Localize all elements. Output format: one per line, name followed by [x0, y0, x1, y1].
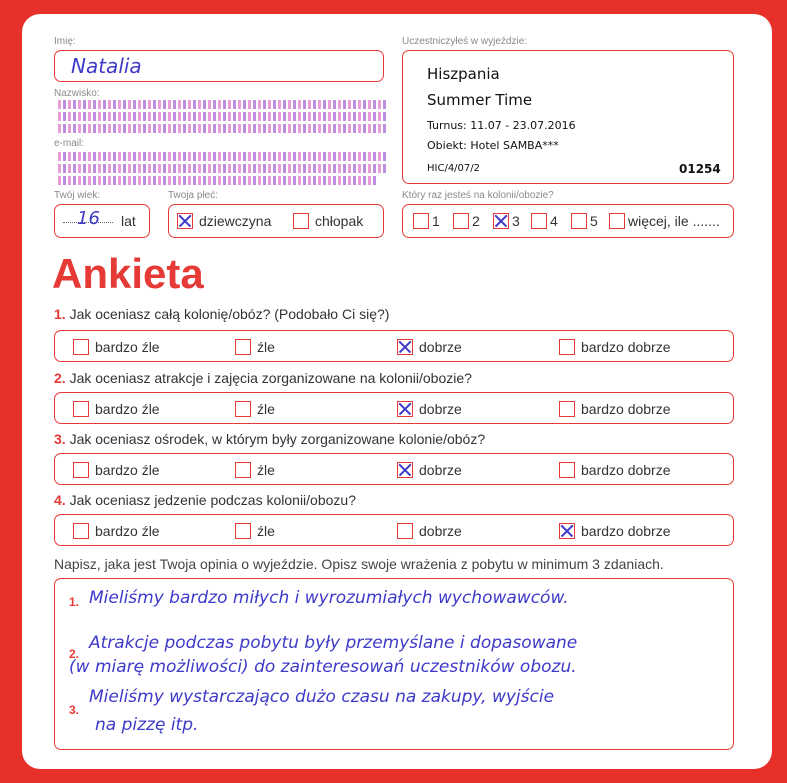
q4-option-dobrze[interactable]: dobrze: [397, 522, 462, 539]
question-4: 4. Jak oceniasz jedzenie podczas kolonii/obozu?: [54, 492, 356, 508]
trip-number: 01254: [679, 162, 721, 176]
times-option-more[interactable]: więcej, ile .......: [609, 212, 720, 229]
name-field[interactable]: [54, 50, 384, 82]
q4-option-bardzo-zle[interactable]: bardzo źle: [73, 522, 160, 539]
times-option-1[interactable]: 1: [413, 212, 440, 229]
trip-code: HIC/4/07/2: [427, 163, 481, 174]
q2-option-bardzo-dobrze[interactable]: bardzo dobrze: [559, 400, 671, 417]
email-label: e-mail:: [54, 138, 85, 149]
q3-option-bardzo-dobrze[interactable]: bardzo dobrze: [559, 461, 671, 478]
q2-option-zle[interactable]: źle: [235, 400, 275, 417]
trip-program: Summer Time: [427, 91, 533, 109]
age-field[interactable]: [54, 204, 150, 238]
times-field: [402, 204, 734, 238]
opinion-3-line-2: na pizzę itp.: [95, 715, 199, 735]
girl-checkbox[interactable]: [177, 213, 193, 229]
trip-destination: Hiszpania: [427, 65, 500, 83]
question-3: 3. Jak oceniasz ośrodek, w którym były zorganizowane kolonie/obóz?: [54, 431, 486, 447]
times-option-2[interactable]: 2: [453, 212, 480, 229]
trip-obiekt: Obiekt: Hotel SAMBA***: [427, 139, 559, 152]
q2-option-dobrze[interactable]: dobrze: [397, 400, 462, 417]
opinion-textarea[interactable]: [54, 578, 734, 750]
opinion-3-number: 3.: [69, 703, 80, 717]
opinion-1-number: 1.: [69, 595, 80, 609]
times-option-5[interactable]: 5: [571, 212, 598, 229]
opinion-2-line-1: Atrakcje podczas pobytu były przemyślane i dopasowane: [89, 633, 578, 653]
times-option-3[interactable]: 3: [493, 212, 520, 229]
age-value: 16: [77, 208, 100, 229]
boy-checkbox[interactable]: [293, 213, 309, 229]
name-label: Imię:: [54, 36, 76, 47]
q3-option-dobrze[interactable]: dobrze: [397, 461, 462, 478]
question-2-options: [54, 392, 734, 424]
times-label: Który raz jesteś na kolonii/obozie?: [402, 190, 554, 201]
q4-option-zle[interactable]: źle: [235, 522, 275, 539]
age-label: Twój wiek:: [54, 190, 101, 201]
q1-option-dobrze[interactable]: dobrze: [397, 338, 462, 355]
age-unit: lat: [121, 213, 136, 229]
q3-option-bardzo-zle[interactable]: bardzo źle: [73, 461, 160, 478]
question-2: 2. Jak oceniasz atrakcje i zajęcia zorganizowane na kolonii/obozie?: [54, 370, 472, 386]
gender-option-boy[interactable]: chłopak: [293, 212, 363, 229]
opinion-1-line-1: Mieliśmy bardzo miłych i wyrozumiałych wychowawców.: [89, 588, 569, 608]
opinion-2-number: 2.: [69, 647, 80, 661]
times-4-checkbox[interactable]: [531, 213, 547, 229]
gender-field: [168, 204, 384, 238]
times-1-checkbox[interactable]: [413, 213, 429, 229]
times-more-checkbox[interactable]: [609, 213, 625, 229]
trip-turnus: Turnus: 11.07 - 23.07.2016: [427, 119, 576, 132]
times-5-checkbox[interactable]: [571, 213, 587, 229]
trip-label: Uczestniczyłeś w wyjeździe:: [402, 36, 528, 47]
opinion-2-line-2: (w miarę możliwości) do zainteresowań uczestników obozu.: [69, 657, 577, 677]
name-value: Natalia: [71, 54, 142, 78]
page-title: Ankieta: [52, 250, 204, 297]
question-1-options: [54, 330, 734, 362]
q4-option-bardzo-dobrze[interactable]: bardzo dobrze: [559, 522, 671, 539]
times-3-checkbox[interactable]: [493, 213, 509, 229]
q3-option-zle[interactable]: źle: [235, 461, 275, 478]
q1-option-bardzo-dobrze[interactable]: bardzo dobrze: [559, 338, 671, 355]
question-1: 1. Jak oceniasz całą kolonię/obóz? (Podobało Ci się?): [54, 306, 390, 322]
q2-option-bardzo-zle[interactable]: bardzo źle: [73, 400, 160, 417]
q1-option-zle[interactable]: źle: [235, 338, 275, 355]
opinion-3-line-1: Mieliśmy wystarczająco dużo czasu na zakupy, wyjście: [89, 687, 555, 707]
gender-option-girl[interactable]: dziewczyna: [177, 212, 271, 229]
question-3-options: [54, 453, 734, 485]
trip-box: [402, 50, 734, 184]
times-2-checkbox[interactable]: [453, 213, 469, 229]
q1-option-bardzo-zle[interactable]: bardzo źle: [73, 338, 160, 355]
gender-label: Twoja płeć:: [168, 190, 219, 201]
surname-label: Nazwisko:: [54, 88, 100, 99]
question-4-options: [54, 514, 734, 546]
times-option-4[interactable]: 4: [531, 212, 558, 229]
opinion-prompt: Napisz, jaka jest Twoja opinia o wyjeździe. Opisz swoje wrażenia z pobytu w minimum 3 zdaniach.: [54, 556, 664, 572]
